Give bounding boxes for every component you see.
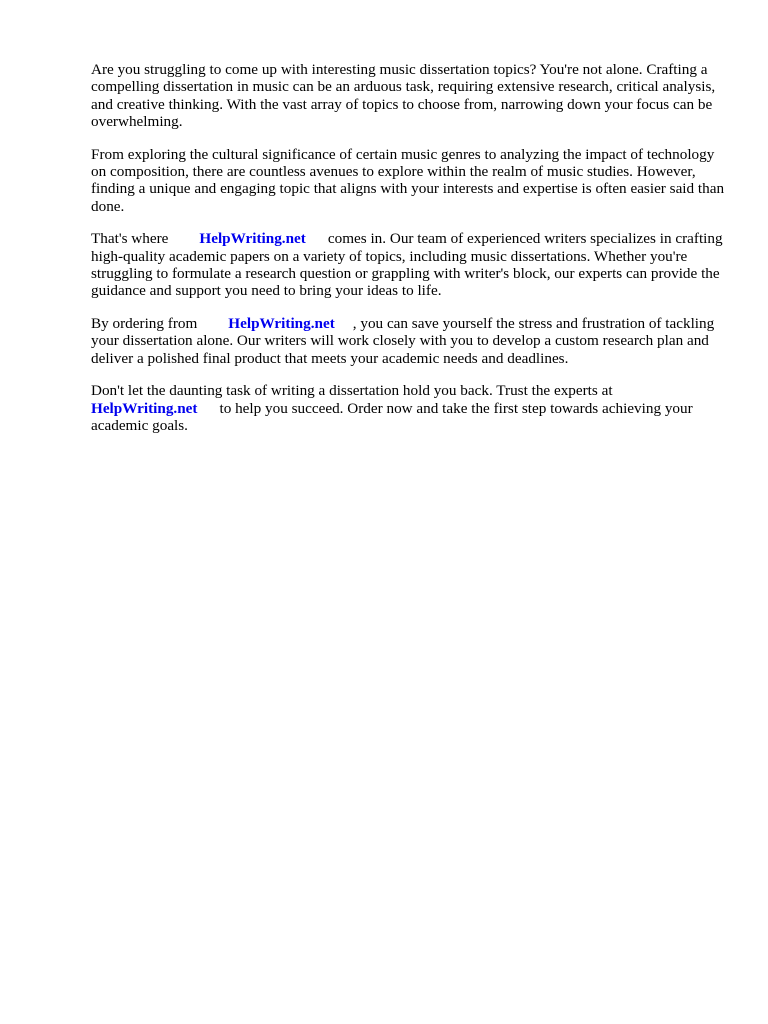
document-body — [91, 61, 731, 449]
paragraph-ordering-lead: By ordering from — [91, 314, 198, 332]
paragraph-helpwriting — [91, 230, 731, 300]
paragraph-intro — [91, 61, 731, 131]
helpwriting-link-2[interactable]: HelpWriting.net — [228, 314, 335, 332]
paragraph-closing-rest: to help you succeed. Order now and take the first step towards achieving your academic goals. — [91, 399, 693, 434]
paragraph-closing — [91, 382, 731, 434]
paragraph-closing-lead: Don't let the daunting task of writing a dissertation hold you back. Trust the experts at — [91, 382, 613, 400]
helpwriting-link-1[interactable]: HelpWriting.net — [199, 230, 306, 248]
paragraph-ordering-rest: , you can save yourself the stress and frustration of tackling your dissertation alone. Our writers will work closely with you to develop a custom research plan and deliver a polished final product that meets your academic needs and deadlines. — [91, 314, 715, 367]
paragraph-intro-text: Are you struggling to come up with interesting music dissertation topics? You're not alone. Crafting a compelling dissertation in music can be an arduous task, requiring extensive research, critical analysis, and creative thinking. With the vast array of topics to choose from, narrowing down your focus can be overwhelming. — [91, 61, 716, 131]
paragraph-helpwriting-lead: That's where — [91, 230, 169, 248]
paragraph-ordering — [91, 315, 731, 367]
paragraph-topics-text: From exploring the cultural significance of certain music genres to analyzing the impact of technology on composition, there are countless avenues to explore within the realm of music studies. However, finding a unique and engaging topic that aligns with your interests and expertise is often easier said than done. — [91, 145, 725, 215]
paragraph-helpwriting-rest: comes in. Our team of experienced writers specializes in crafting high-quality academic papers on a variety of topics, including music dissertations. Whether you're struggling to formulate a research question or grappling with writer's block, our experts can provide the guidance and support you need to bring your ideas to life. — [91, 230, 723, 300]
paragraph-topics — [91, 146, 731, 216]
helpwriting-link-3[interactable]: HelpWriting.net — [91, 399, 198, 417]
